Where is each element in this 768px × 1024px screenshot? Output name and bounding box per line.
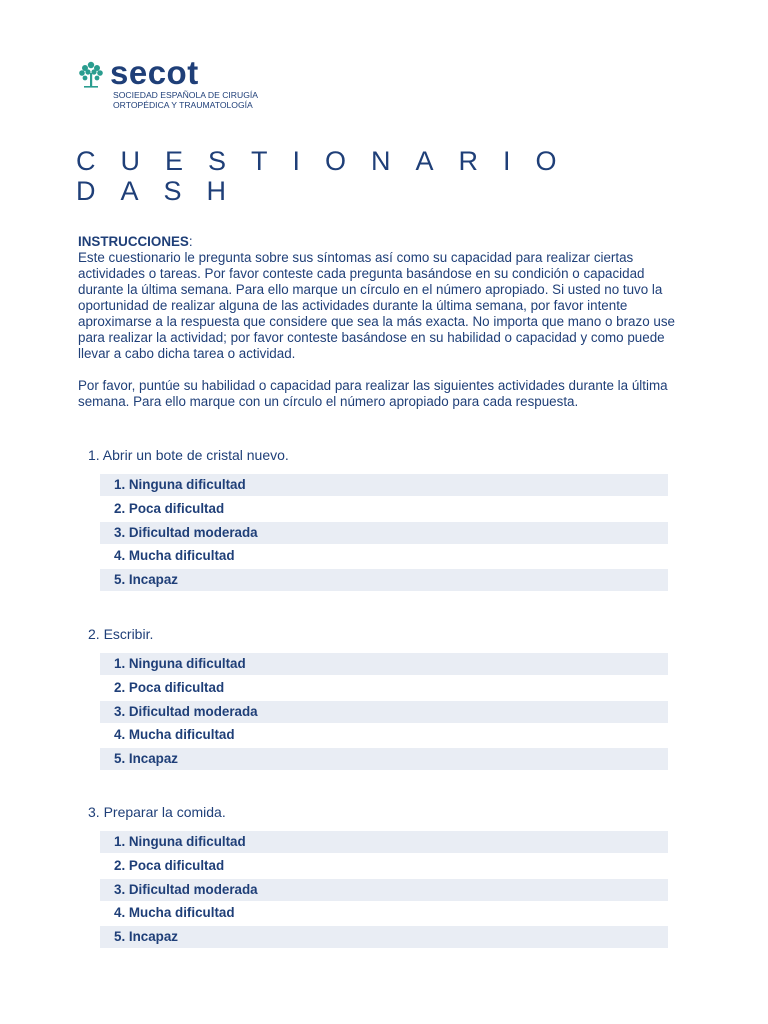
option-incapaz[interactable]: 5. Incapaz bbox=[100, 569, 668, 591]
option-mucha-dificultad[interactable]: 4. Mucha dificultad bbox=[100, 724, 668, 746]
option-mucha-dificultad[interactable]: 4. Mucha dificultad bbox=[100, 545, 668, 567]
answer-options bbox=[100, 653, 668, 772]
option-ninguna-dificultad[interactable]: 1. Ninguna dificultad bbox=[100, 474, 668, 496]
title-line1: CUESTIONARIO bbox=[76, 146, 582, 176]
option-poca-dificultad[interactable]: 2. Poca dificultad bbox=[100, 677, 668, 699]
tree-icon bbox=[76, 59, 106, 89]
logo-wordmark: secot bbox=[110, 54, 199, 91]
logo-subtitle-line2: ORTOPÉDICA Y TRAUMATOLOGÍA bbox=[113, 100, 253, 110]
option-ninguna-dificultad[interactable]: 1. Ninguna dificultad bbox=[100, 653, 668, 675]
instructions-paragraph-2: Por favor, puntúe su habilidad o capacidad para realizar las siguientes actividades durante la última semana. Para ello marque con un círculo el número apropiado para cada respuesta. bbox=[78, 378, 668, 409]
question-text: 3. Preparar la comida. bbox=[88, 804, 226, 820]
page-title bbox=[76, 146, 582, 206]
option-mucha-dificultad[interactable]: 4. Mucha dificultad bbox=[100, 902, 668, 924]
instructions-paragraph-1: INSTRUCCIONES: Este cuestionario le pregunta sobre sus síntomas así como su capacidad para realizar ciertas actividades o tareas. Por favor conteste cada pregunta basándose en su condición o capacidad durante la última semana. Para ello marque un círculo en el número apropiado. Si usted no tuvo la oportunidad de realizar alguna de las actividades durante la última semana, por favor intente aproximarse a la respuesta que considere que sea la más exacta. No importa que mano o brazo use para realizar la actividad; por favor conteste basándose en su habilidad o capacidad y como puede llevar a cabo dicha tarea o actividad. bbox=[78, 234, 675, 361]
logo-subtitle-line1: SOCIEDAD ESPAÑOLA DE CIRUGÍA bbox=[113, 90, 259, 100]
secot-logo bbox=[76, 54, 259, 115]
option-incapaz[interactable]: 5. Incapaz bbox=[100, 748, 668, 770]
question-text: 2. Escribir. bbox=[88, 626, 154, 642]
question-1 bbox=[88, 446, 688, 588]
title-line2: DASH bbox=[76, 176, 252, 206]
option-dificultad-moderada[interactable]: 3. Dificultad moderada bbox=[100, 522, 668, 544]
answer-options bbox=[100, 474, 668, 593]
option-incapaz[interactable]: 5. Incapaz bbox=[100, 926, 668, 948]
option-dificultad-moderada[interactable]: 3. Dificultad moderada bbox=[100, 879, 668, 901]
option-poca-dificultad[interactable]: 2. Poca dificultad bbox=[100, 498, 668, 520]
logo-subtitle bbox=[113, 90, 258, 110]
question-text: 1. Abrir un bote de cristal nuevo. bbox=[88, 447, 289, 463]
instructions-body: Este cuestionario le pregunta sobre sus síntomas así como su capacidad para realizar ciertas actividades o tareas. Por favor conteste cada pregunta basándose en su condición o capacidad durante la última semana. Para ello marque un círculo en el número apropiado. Si usted no tuvo la oportunidad de realizar alguna de las actividades durante la última semana, por favor intente aproximarse a la respuesta que considere que sea la más exacta. No importa que mano o brazo use para realizar la actividad; por favor conteste basándose en su habilidad o capacidad y como puede llevar a cabo dicha tarea o actividad. bbox=[78, 250, 675, 361]
option-dificultad-moderada[interactable]: 3. Dificultad moderada bbox=[100, 701, 668, 723]
instructions bbox=[78, 234, 678, 410]
instructions-heading: INSTRUCCIONES bbox=[78, 234, 189, 249]
option-ninguna-dificultad[interactable]: 1. Ninguna dificultad bbox=[100, 831, 668, 853]
question-3 bbox=[88, 803, 688, 945]
answer-options bbox=[100, 831, 668, 950]
option-poca-dificultad[interactable]: 2. Poca dificultad bbox=[100, 855, 668, 877]
question-2 bbox=[88, 625, 688, 767]
